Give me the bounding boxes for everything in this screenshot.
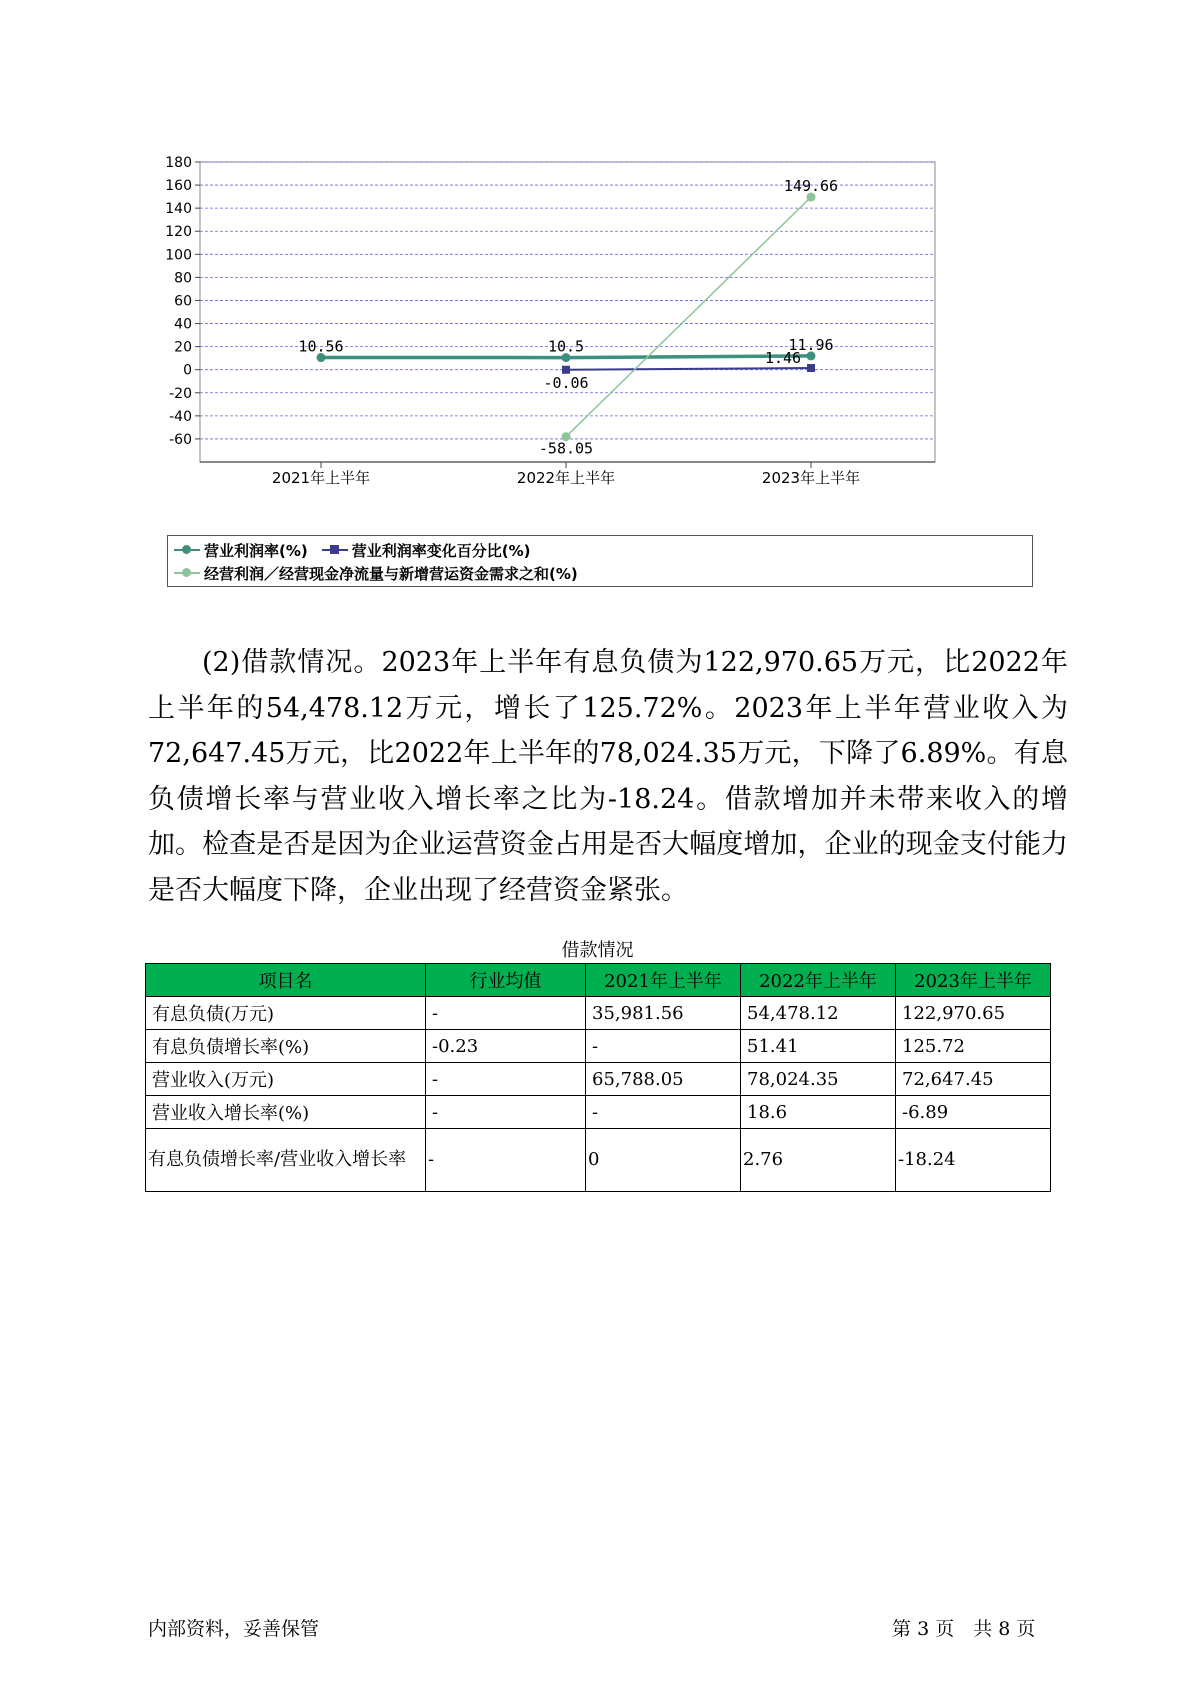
cell: 122,970.65	[896, 997, 1051, 1030]
data-label: 149.66	[783, 177, 839, 196]
table-row	[146, 1096, 1051, 1129]
table-header-row	[146, 964, 1051, 997]
header-2022h1: 2022年上半年	[741, 964, 896, 997]
x-tick-label: 2021年上半年	[271, 469, 371, 487]
data-label: -58.05	[538, 439, 594, 458]
y-tick-label: 160	[165, 178, 192, 195]
table-row	[146, 997, 1051, 1030]
cell: -0.23	[426, 1030, 586, 1063]
table-row	[146, 1030, 1051, 1063]
cell: -	[426, 1063, 586, 1096]
header-2021h1: 2021年上半年	[586, 964, 741, 997]
cell: 78,024.35	[741, 1063, 896, 1096]
cell: 65,788.05	[586, 1063, 741, 1096]
legend-item-operating-margin: 营业利润率(%)	[174, 540, 308, 561]
data-label: 1.46	[764, 349, 802, 368]
cell: 35,981.56	[586, 997, 741, 1030]
cell: 有息负债增长率(%)	[146, 1030, 426, 1063]
y-tick-label: -20	[169, 385, 192, 402]
plot-area	[200, 162, 935, 462]
header-2023h1: 2023年上半年	[896, 964, 1051, 997]
cell: 营业收入(万元)	[146, 1063, 426, 1096]
cell: -	[426, 1096, 586, 1129]
table-row	[146, 1129, 1051, 1192]
legend-item-margin-change: 营业利润率变化百分比(%)	[322, 540, 531, 561]
cell: 51.41	[741, 1030, 896, 1063]
table-row	[146, 1063, 1051, 1096]
y-tick-label: 180	[165, 155, 192, 171]
cell: 72,647.45	[896, 1063, 1051, 1096]
cell: 有息负债增长率/营业收入增长率	[146, 1129, 426, 1192]
header-item-name: 项目名	[146, 964, 426, 997]
cell: 有息负债(万元)	[146, 997, 426, 1030]
y-tick-label: 120	[165, 224, 192, 241]
y-tick-label: 80	[174, 270, 192, 287]
footer-page-number: 第 3 页 共 8 页	[892, 1618, 1036, 1640]
cell: -	[586, 1096, 741, 1129]
cell: -	[426, 1129, 586, 1192]
cell: 54,478.12	[741, 997, 896, 1030]
data-label: 10.56	[298, 337, 344, 356]
loan-table	[145, 963, 1051, 1192]
chart	[155, 150, 1035, 590]
y-tick-label: -40	[169, 408, 192, 425]
cell: 18.6	[741, 1096, 896, 1129]
cell: 0	[586, 1129, 741, 1192]
cell: 2.76	[741, 1129, 896, 1192]
legend-item-operating-profit-ratio: 经营利润／经营现金净流量与新增营运资金需求之和(%)	[174, 563, 578, 584]
loan-paragraph: (2)借款情况。2023年上半年有息负债为122,970.65万元，比2022年上半年的54,478.12万元，增长了125.72%。2023年上半年营业收入为72,647.45万元，比2022年上半年的78,024.35万元，下降了6.89%。有息负债增长率与营业收入增长率之比为-18.24。借款增加并未带来收入的增加。检查是否是因为企业运营资金占用是否大幅度增加，企业的现金支付能力是否大幅度下降，企业出现了经营资金紧张。	[148, 647, 1068, 906]
cell: -18.24	[896, 1129, 1051, 1192]
x-tick-label: 2023年上半年	[761, 469, 861, 487]
x-tick-label: 2022年上半年	[516, 469, 616, 487]
y-tick-label: -60	[169, 431, 192, 448]
table-title: 借款情况	[561, 940, 634, 961]
data-point	[807, 364, 815, 372]
header-industry-avg: 行业均值	[426, 964, 586, 997]
y-tick-label: 140	[165, 201, 192, 218]
y-tick-label: 60	[174, 293, 192, 310]
chart-legend	[167, 535, 1033, 587]
data-label: 11.96	[788, 335, 834, 354]
cell: -6.89	[896, 1096, 1051, 1129]
data-point	[562, 366, 570, 374]
cell: 营业收入增长率(%)	[146, 1096, 426, 1129]
cell: -	[586, 1030, 741, 1063]
line-chart	[155, 150, 1035, 535]
data-label: -0.06	[543, 373, 589, 392]
y-tick-label: 20	[174, 339, 192, 356]
y-tick-label: 40	[174, 316, 192, 333]
y-tick-label: 100	[165, 247, 192, 264]
data-label: 10.5	[547, 337, 585, 356]
footer-confidential: 内部资料，妥善保管	[148, 1618, 320, 1640]
cell: 125.72	[896, 1030, 1051, 1063]
cell: -	[426, 997, 586, 1030]
y-tick-label: 0	[183, 362, 192, 379]
